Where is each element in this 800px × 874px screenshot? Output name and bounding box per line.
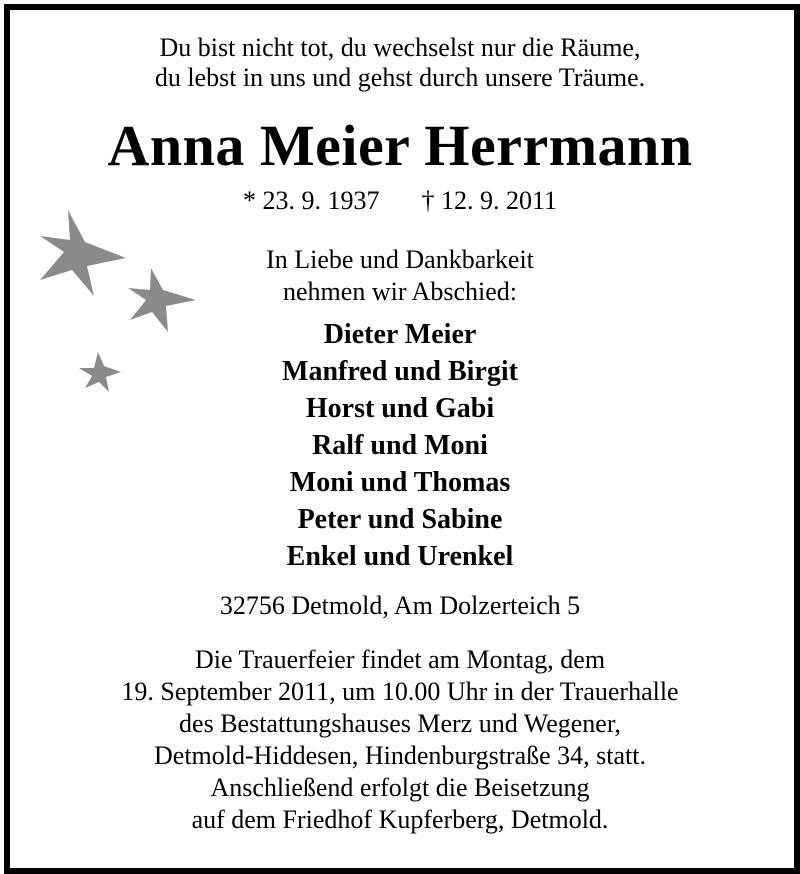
birth-date: * 23. 9. 1937 xyxy=(242,186,380,215)
farewell-line: nehmen wir Abschied: xyxy=(283,277,517,306)
mourner-name: Enkel und Urenkel xyxy=(286,541,514,572)
ceremony-line: des Bestattungshauses Merz und Wegener, xyxy=(179,709,621,738)
ceremony-line: Detmold-Hiddesen, Hindenburgstraße 34, statt. xyxy=(154,741,646,770)
address: 32756 Detmold, Am Dolzerteich 5 xyxy=(219,591,581,620)
mourner-name: Horst und Gabi xyxy=(305,393,495,424)
life-dates xyxy=(20,186,780,216)
farewell-text xyxy=(20,244,780,308)
mourner-name: Dieter Meier xyxy=(323,319,477,350)
death-date: † 12. 9. 2011 xyxy=(421,186,558,215)
ceremony-line: Die Trauerfeier findet am Montag, dem xyxy=(194,645,606,674)
deceased-name: Anna Meier Herrmann xyxy=(107,113,693,178)
farewell-line: In Liebe und Dankbarkeit xyxy=(266,245,534,274)
mourner-name: Peter und Sabine xyxy=(297,504,503,535)
ceremony-line: 19. September 2011, um 10.00 Uhr in der Trauerhalle xyxy=(121,677,679,706)
motto xyxy=(20,33,780,93)
mourner-name: Moni und Thomas xyxy=(289,467,511,498)
mourner-name: Manfred und Birgit xyxy=(282,356,518,387)
ceremony-line: auf dem Friedhof Kupferberg, Detmold. xyxy=(191,805,609,834)
ceremony-info xyxy=(20,644,780,836)
ceremony-line: Anschließend erfolgt die Beisetzung xyxy=(210,773,590,802)
motto-line: du lebst in uns und gehst durch unsere Träume. xyxy=(154,63,646,92)
mourners-list xyxy=(20,316,780,575)
mourner-name: Ralf und Moni xyxy=(312,430,488,461)
motto-line: Du bist nicht tot, du wechselst nur die Räume, xyxy=(159,33,641,62)
